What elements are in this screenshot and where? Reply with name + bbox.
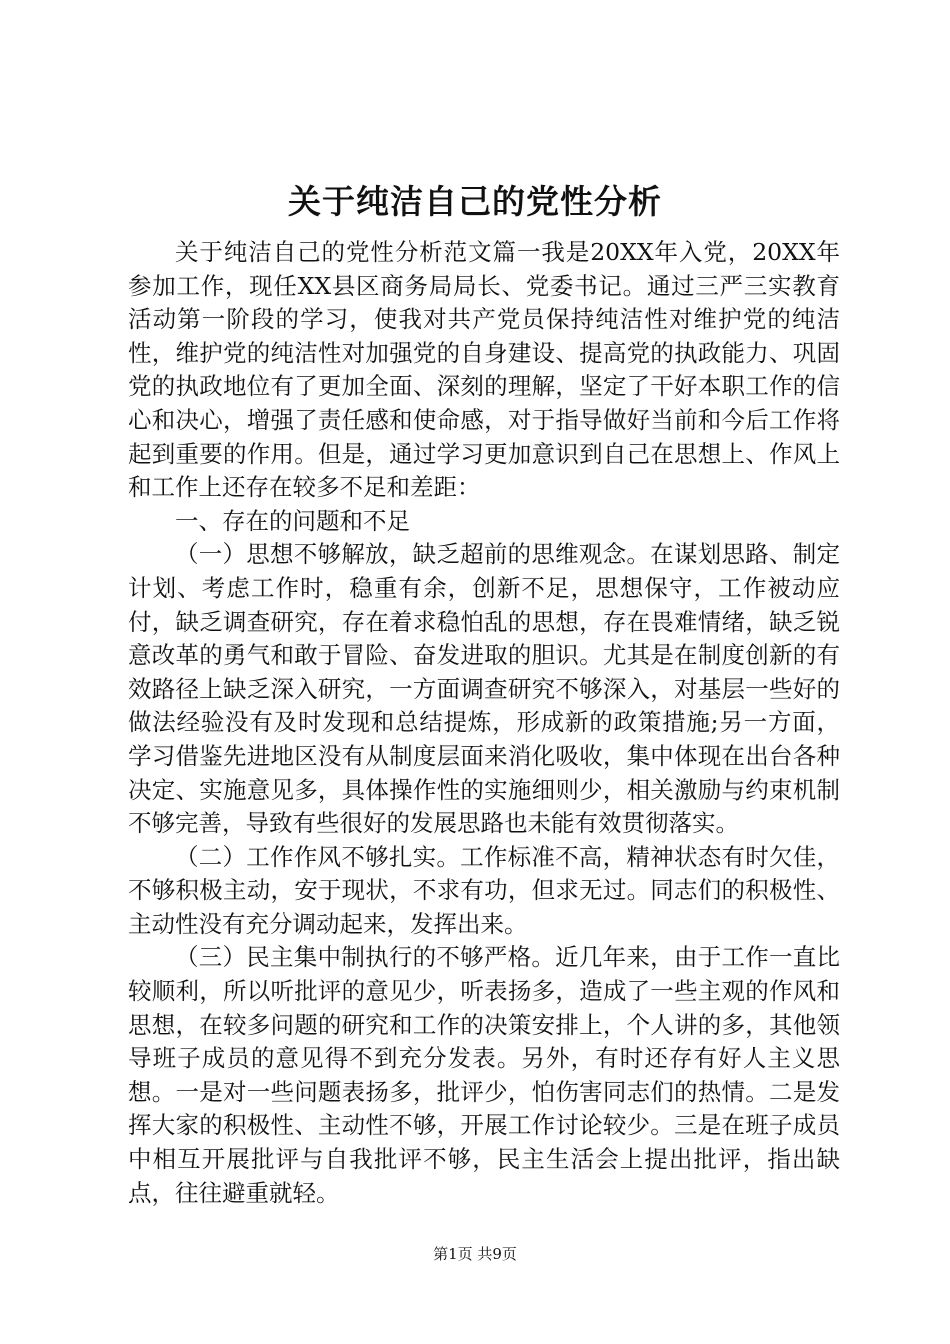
paragraph-item-2: （二）工作作风不够扎实。工作标准不高，精神状态有时欠佳，不够积极主动，安于现状，不求有功，但求无过。同志们的积极性、主动性没有充分调动起来，发挥出来。 [128, 842, 840, 938]
document-body [128, 236, 840, 1210]
section-heading: 一、存在的问题和不足 [175, 506, 410, 535]
page-number-footer: 第1页 共9页 [433, 1245, 517, 1263]
paragraph-intro: 关于纯洁自己的党性分析范文篇一我是20XX年入党，20XX年参加工作，现任XX县区商务局局长、党委书记。通过三严三实教育活动第一阶段的学习，使我对共产党员保持纯洁性对维护党的纯洁性，维护党的纯洁性对加强党的自身建设、提高党的执政能力、巩固党的执政地位有了更加全面、深刻的理解，坚定了干好本职工作的信心和决心，增强了责任感和使命感，对于指导做好当前和今后工作将起到重要的作用。但是，通过学习更加意识到自己在思想上、作风上和工作上还存在较多不足和差距： [128, 238, 840, 502]
paragraph-item-1: （一）思想不够解放，缺乏超前的思维观念。在谋划思路、制定计划、考虑工作时，稳重有余，创新不足，思想保守，工作被动应付，缺乏调查研究，存在着求稳怕乱的思想，存在畏难情绪，缺乏锐意改革的勇气和敢于冒险、奋发进取的胆识。尤其是在制度创新的有效路径上缺乏深入研究，一方面调查研究不够深入，对基层一些好的做法经验没有及时发现和总结提炼，形成新的政策措施;另一方面，学习借鉴先进地区没有从制度层面来消化吸收，集中体现在出台各种决定、实施意见多，具体操作性的实施细则少，相关激励与约束机制不够完善，导致有些很好的发展思路也未能有效贯彻落实。 [128, 540, 840, 838]
document-title: 关于纯洁自己的党性分析 [288, 182, 662, 221]
paragraph-item-3: （三）民主集中制执行的不够严格。近几年来，由于工作一直比较顺利，所以听批评的意见少，听表扬多，造成了一些主观的作风和思想，在较多问题的研究和工作的决策安排上，个人讲的多，其他领导班子成员的意见得不到充分发表。另外，有时还存有好人主义思想。一是对一些问题表扬多，批评少，怕伤害同志们的热情。二是发挥大家的积极性、主动性不够，开展工作讨论较少。三是在班子成员中相互开展批评与自我批评不够，民主生活会上提出批评，指出缺点，往往避重就轻。 [128, 943, 840, 1207]
